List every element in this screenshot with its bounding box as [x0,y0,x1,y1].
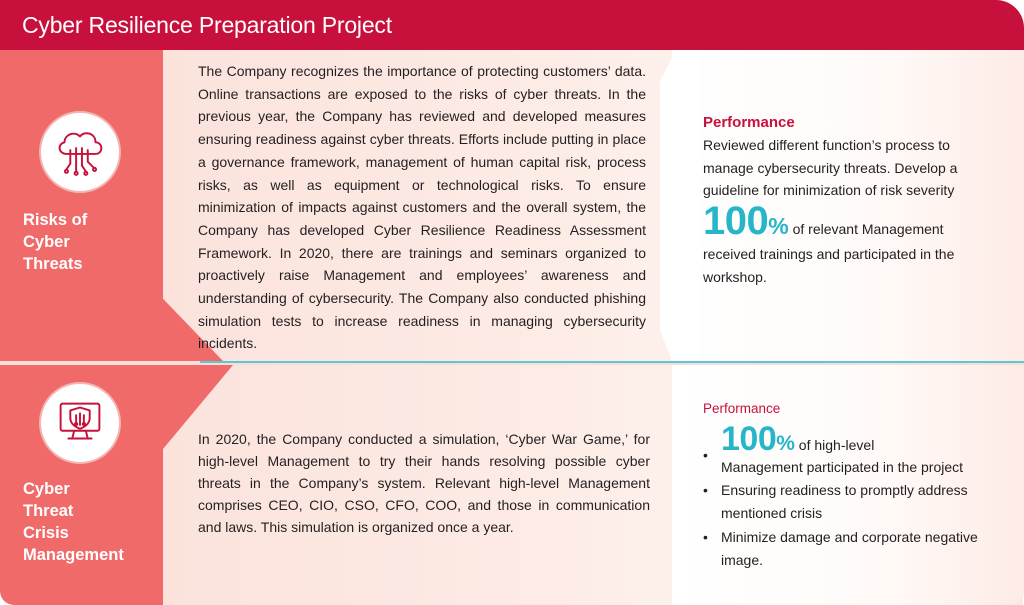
performance-list [703,421,1003,573]
topic-title: Cyber Threat Crisis Management [23,480,124,564]
stat-value: 100 [721,420,777,458]
section-cyber-threat-crisis-management [0,365,1024,605]
topic-title: Risks of Cyber Threats [23,211,88,273]
list-item [703,421,1003,477]
stat-unit: % [776,432,795,455]
stat-value: 100 [703,199,769,243]
section-risks-of-cyber-threats [0,50,1024,361]
performance-text: Reviewed different function’s process to manage cybersecurity threats. Develop a guideline for minimization of risk severity [703,137,958,198]
page-title: Cyber Resilience Preparation Project [22,12,392,38]
cloud-circuit-icon [39,111,121,193]
section-body: In 2020, the Company conducted a simulation, ‘Cyber War Game,’ for high-level Management to try their hands resolving possible cyber threats in the Company’s system. Relevant high-level Management comprises CEO, CIO, CSO, CFO, COO, and those in communication and laws. This simulation is organized once a year. [198,431,650,535]
section-body: The Company recognizes the importance of protecting customers’ data. Online transactions are exposed to the risks of cyber threats. In the previous year, the Company has reviewed and developed measures ensuring readiness against cyber threats. Efforts include putting in place a governance framework, management of human capital risk, process risks, as well as equipment or technological risks. To ensure minimization of impacts against customers and the overall system, the Company has developed Cyber Resilience Readiness Assessment Framework. In 2020, there are trainings and seminars organized to proactively raise Management and employees’ awareness and understanding of cybersecurity. The Company also conducted phishing simulation tests to increase readiness in managing cybersecurity incidents. [198,63,646,352]
shield-monitor-icon [39,382,121,464]
list-item: • Minimize damage and corporate negative image. [703,526,1003,571]
performance-stat [703,199,944,243]
stat-text-continued: Management participated in the project [721,459,964,475]
stat-text: of high-level [794,437,875,453]
stat-text: of relevant Management [788,221,944,237]
performance-title: Performance [703,114,795,131]
list-item: • Ensuring readiness to promptly address mentioned crisis [703,479,1003,524]
stat-unit: % [768,213,789,239]
page-header [0,0,1024,50]
topic-panel [0,50,163,361]
stat-text-continued: received trainings and participated in the workshop. [703,246,955,285]
performance-title: Performance [703,401,781,416]
